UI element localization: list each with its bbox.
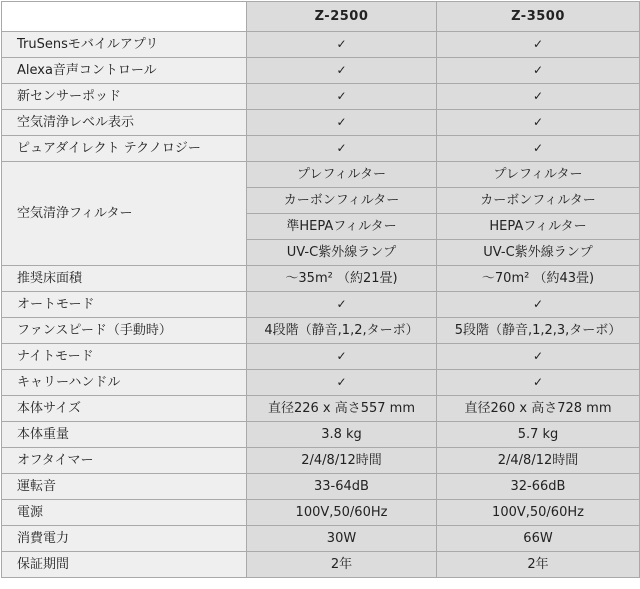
check-icon: ✓: [437, 344, 640, 370]
feature-label: オフタイマー: [2, 448, 247, 474]
feature-label: 新センサーポッド: [2, 84, 247, 110]
check-icon: ✓: [247, 370, 437, 396]
spec-row: [2, 266, 640, 292]
check-icon: ✓: [437, 370, 640, 396]
spec-value-z3500: 32-66dB: [437, 474, 640, 500]
feature-label: 本体重量: [2, 422, 247, 448]
check-icon: ✓: [247, 84, 437, 110]
model-z3500-header: Z-3500: [437, 2, 640, 32]
spec-row: [2, 500, 640, 526]
spec-row: [2, 474, 640, 500]
spec-row: [2, 344, 640, 370]
feature-label: ナイトモード: [2, 344, 247, 370]
feature-label: ピュアダイレクト テクノロジー: [2, 136, 247, 162]
spec-row: [2, 318, 640, 344]
spec-value-z2500: 直径226 x 高さ557 mm: [247, 396, 437, 422]
feature-label-filter: 空気清浄フィルター: [2, 162, 247, 266]
check-icon: ✓: [437, 58, 640, 84]
spec-row: [2, 110, 640, 136]
spec-row: [2, 396, 640, 422]
filter-item-z2500: UV-C紫外線ランプ: [247, 240, 437, 266]
filter-item-z3500: UV-C紫外線ランプ: [437, 240, 640, 266]
spec-value-z3500: 5段階（静音,1,2,3,ターボ）: [437, 318, 640, 344]
feature-label: 保証期間: [2, 552, 247, 578]
corner-cell: [2, 2, 247, 32]
spec-row: [2, 526, 640, 552]
spec-row: [2, 448, 640, 474]
spec-value-z2500: 30W: [247, 526, 437, 552]
spec-value-z3500: 〜70m² （約43畳): [437, 266, 640, 292]
filter-row: [2, 162, 640, 188]
spec-value-z3500: 100V,50/60Hz: [437, 500, 640, 526]
filter-item-z3500: HEPAフィルター: [437, 214, 640, 240]
feature-label: 運転音: [2, 474, 247, 500]
feature-label: ファンスピード（手動時）: [2, 318, 247, 344]
spec-value-z2500: 33-64dB: [247, 474, 437, 500]
feature-label: キャリーハンドル: [2, 370, 247, 396]
spec-row: [2, 84, 640, 110]
feature-label: TruSensモバイルアプリ: [2, 32, 247, 58]
check-icon: ✓: [247, 136, 437, 162]
spec-value-z3500: 直径260 x 高さ728 mm: [437, 396, 640, 422]
header-row: [2, 2, 640, 32]
check-icon: ✓: [437, 136, 640, 162]
feature-label: 本体サイズ: [2, 396, 247, 422]
spec-value-z2500: 2/4/8/12時間: [247, 448, 437, 474]
feature-label: オートモード: [2, 292, 247, 318]
spec-row: [2, 552, 640, 578]
filter-item-z2500: 準HEPAフィルター: [247, 214, 437, 240]
spec-row: [2, 292, 640, 318]
spec-value-z3500: 2年: [437, 552, 640, 578]
spec-value-z2500: 〜35m² （約21畳): [247, 266, 437, 292]
check-icon: ✓: [247, 58, 437, 84]
feature-label: 電源: [2, 500, 247, 526]
spec-row: [2, 136, 640, 162]
feature-label: 消費電力: [2, 526, 247, 552]
filter-item-z3500: カーボンフィルター: [437, 188, 640, 214]
feature-label: 推奨床面積: [2, 266, 247, 292]
check-icon: ✓: [437, 84, 640, 110]
spec-value-z2500: 2年: [247, 552, 437, 578]
check-icon: ✓: [437, 292, 640, 318]
check-icon: ✓: [437, 110, 640, 136]
spec-value-z3500: 66W: [437, 526, 640, 552]
spec-value-z3500: 2/4/8/12時間: [437, 448, 640, 474]
check-icon: ✓: [437, 32, 640, 58]
spec-value-z2500: 100V,50/60Hz: [247, 500, 437, 526]
check-icon: ✓: [247, 110, 437, 136]
check-icon: ✓: [247, 32, 437, 58]
filter-item-z2500: カーボンフィルター: [247, 188, 437, 214]
spec-comparison-table: [1, 1, 640, 578]
filter-item-z2500: プレフィルター: [247, 162, 437, 188]
spec-value-z2500: 4段階（静音,1,2,ターボ）: [247, 318, 437, 344]
model-z2500-header: Z-2500: [247, 2, 437, 32]
feature-label: Alexa音声コントロール: [2, 58, 247, 84]
spec-row: [2, 422, 640, 448]
check-icon: ✓: [247, 292, 437, 318]
spec-row: [2, 370, 640, 396]
spec-row: [2, 58, 640, 84]
spec-row: [2, 32, 640, 58]
feature-label: 空気清浄レベル表示: [2, 110, 247, 136]
filter-item-z3500: プレフィルター: [437, 162, 640, 188]
spec-value-z2500: 3.8 kg: [247, 422, 437, 448]
check-icon: ✓: [247, 344, 437, 370]
spec-value-z3500: 5.7 kg: [437, 422, 640, 448]
